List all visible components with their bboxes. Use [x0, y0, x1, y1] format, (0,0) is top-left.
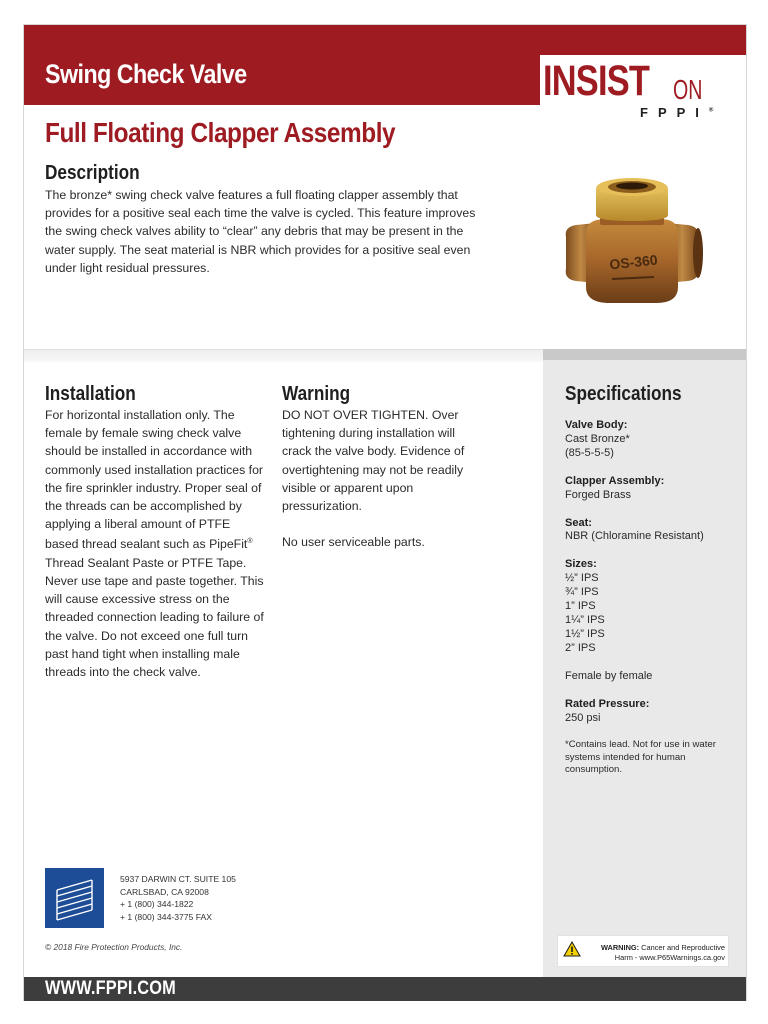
- prop65-message: Cancer and Reproductive Harm - www.P65Warnings.ca.gov: [614, 943, 725, 963]
- spec-value: NBR (Chloramine Resistant): [565, 530, 704, 543]
- size-item: 1¼” IPS: [565, 613, 605, 626]
- warning-heading: Warning: [282, 383, 351, 405]
- installation-text: [45, 406, 267, 681]
- spec-label: Valve Body:: [565, 419, 628, 431]
- website-link[interactable]: WWW.FPPI.COM: [45, 978, 176, 999]
- spec-label: Rated Pressure:: [565, 697, 650, 710]
- description-heading: Description: [45, 162, 140, 184]
- spec-pressure: [565, 698, 735, 726]
- product-type: Swing Check Valve: [45, 59, 247, 89]
- spec-label: Sizes:: [565, 558, 597, 571]
- specifications-heading: Specifications: [565, 383, 682, 405]
- phone-number: + 1 (800) 344-1822: [120, 899, 194, 910]
- size-item: ¾” IPS: [565, 586, 599, 599]
- spec-label: Clapper Assembly:: [565, 474, 665, 487]
- address-line: CARLSBAD, CA 92008: [120, 886, 209, 897]
- prop65-warning-text: [582, 943, 725, 964]
- size-item: 1” IPS: [565, 600, 596, 613]
- spec-sheet: [23, 24, 747, 1001]
- spec-valve-body: [565, 419, 735, 461]
- spec-label: Seat:: [565, 516, 592, 529]
- lead-content-note: *Contains lead. Not for use in water systems intended for human consumption.: [565, 739, 716, 776]
- spec-clapper: [565, 475, 735, 503]
- spec-connection: Female by female: [565, 669, 653, 682]
- logo-on-text: ON: [673, 74, 703, 105]
- installation-heading: Installation: [45, 383, 136, 405]
- description-text: The bronze* swing check valve features a full floating clapper assembly that provides for a positive seal each time the valve is cycled. This feature improves the swing check valves ability to “clear” any debris that may be present in the water supply. The seat material is NBR which provides for a positive seal even under light residual pressures.: [45, 188, 476, 275]
- valve-cast-marking: OS-360: [608, 251, 659, 273]
- spec-sizes: [565, 558, 735, 655]
- warning-paragraph: No user serviceable parts.: [282, 535, 425, 550]
- logo-brand: FPPI: [640, 105, 709, 120]
- copyright-notice: © 2018 Fire Protection Products, Inc.: [45, 942, 183, 952]
- footer-band: [24, 977, 746, 1001]
- spec-value: Forged Brass: [565, 488, 632, 501]
- spec-value: Cast Bronze*: [565, 432, 630, 445]
- size-item: ½” IPS: [565, 572, 599, 585]
- size-item: 1½” IPS: [565, 627, 605, 640]
- insist-on-fppi-logo: [540, 55, 746, 127]
- spec-value: 250 psi: [565, 711, 601, 724]
- fire-protection-products-logo: [45, 868, 104, 928]
- spec-value: (85-5-5-5): [565, 446, 614, 459]
- specifications-list: [565, 419, 735, 777]
- address-line: 5937 DARWIN CT. SUITE 105: [120, 874, 236, 884]
- logo-reg-mark: ®: [708, 107, 714, 114]
- logo-insist-text: INSIST: [543, 57, 650, 105]
- size-item: 2” IPS: [565, 641, 596, 654]
- warning-triangle-icon: [563, 941, 581, 957]
- installation-text-part1: For horizontal installation only. The female by female swing check valve should be installed in accordance with commonly used installation practices for the fire sprinkler industry. Proper seal of the threads can be accomplished by applying a liberal amount of PTFE based thread sealant such as PipeFit: [45, 408, 264, 552]
- warning-text: [282, 406, 472, 569]
- specifications-panel-top-bar: [543, 349, 746, 360]
- logo-fppi-text: [640, 106, 713, 119]
- registered-mark: ®: [247, 538, 253, 546]
- prop65-warning-box: [557, 935, 729, 967]
- page-title: Full Floating Clapper Assembly: [45, 117, 396, 148]
- valve-product-image: [556, 175, 706, 311]
- fax-number: + 1 (800) 344-3775 FAX: [120, 911, 212, 922]
- contact-address: [120, 873, 236, 923]
- spec-seat: [565, 517, 735, 545]
- warning-paragraph: DO NOT OVER TIGHTEN. Over tightening during installation will crack the valve body. Evidence of overtightening may not be readily visible or apparent upon pressurization.: [282, 408, 465, 514]
- prop65-label: WARNING:: [600, 943, 640, 952]
- installation-text-part2: Thread Sealant Paste or PTFE Tape. Never use tape and paste together. This will cause excessive stress on the threaded connection leading to failure of the valve. Do not exceed one full turn past hand tight when installing male threads into the check valve.: [45, 555, 264, 679]
